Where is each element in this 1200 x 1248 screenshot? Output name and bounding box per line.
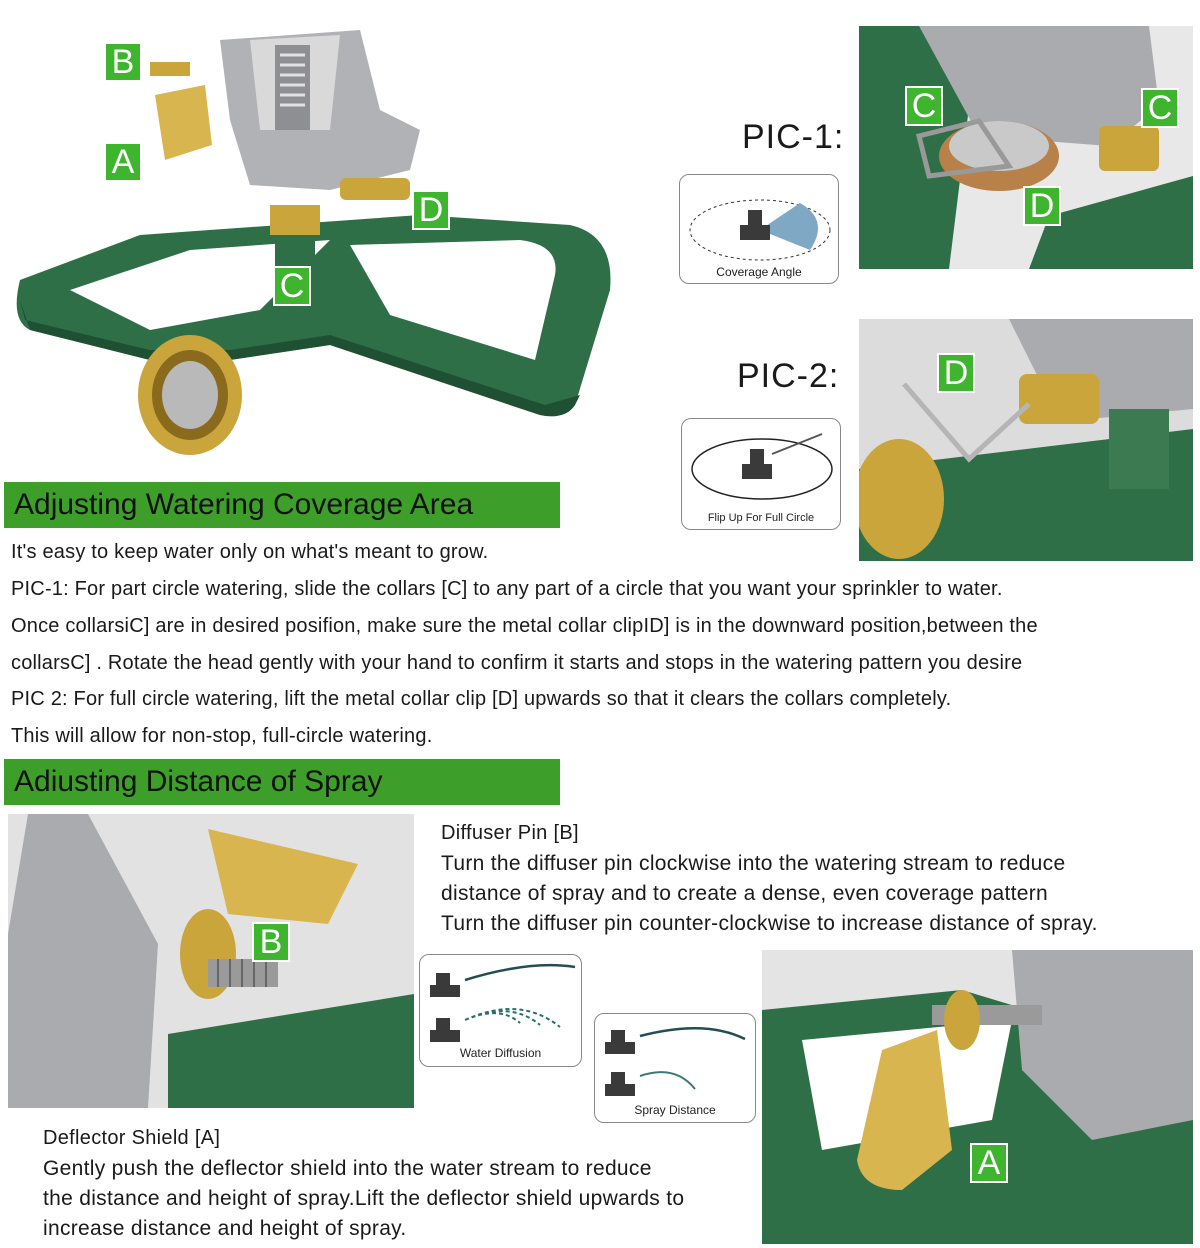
- label-b-diffuser: B: [252, 922, 290, 962]
- section1-line-1: It's easy to keep water only on what's meant to grow.: [11, 541, 489, 563]
- section1-line-6: This will allow for non-stop, full-circle watering.: [11, 725, 433, 747]
- diffuser-pin-photo: [8, 814, 414, 1108]
- spray-distance-card: [594, 1013, 756, 1123]
- section1-line-4: collarsC] . Rotate the head gently with your hand to confirm it starts and stops in the watering pattern you desire: [11, 652, 1023, 674]
- label-d-pic2: D: [937, 353, 975, 393]
- section1-heading: Adjusting Watering Coverage Area: [4, 482, 560, 528]
- water-diffusion-card: [419, 954, 582, 1067]
- coverage-angle-card: [679, 174, 839, 284]
- label-d-main: D: [412, 190, 450, 230]
- section2-heading: Adiusting Distance of Spray: [4, 759, 560, 805]
- section1-line-5: PIC 2: For full circle watering, lift the metal collar clip [D] upwards so that it clears the collars completely.: [11, 688, 952, 710]
- coverage-angle-caption: Coverage Angle: [716, 265, 802, 279]
- deflector-line-1: Gently push the deflector shield into the water stream to reduce: [43, 1157, 652, 1180]
- section1-line-3: Once collarsiC] are in desired posifion, make sure the metal collar clipID] is in the downward position,between the: [11, 615, 1038, 637]
- deflector-line-3: increase distance and height of spray.: [43, 1217, 407, 1240]
- section1-line-2: PIC-1: For part circle watering, slide the collars [C] to any part of a circle that you want your sprinkler to water.: [11, 578, 1003, 600]
- pic2-label: PIC-2:: [737, 357, 840, 395]
- diffuser-line-3: Turn the diffuser pin counter-clockwise to increase distance of spray.: [441, 912, 1098, 935]
- pic1-photo: [859, 26, 1193, 269]
- flip-up-caption: Flip Up For Full Circle: [707, 512, 815, 524]
- deflector-line-2: the distance and height of spray.Lift the deflector shield upwards to: [43, 1187, 685, 1210]
- deflector-shield-photo: [762, 950, 1193, 1244]
- label-c-pic1-left: C: [905, 86, 943, 126]
- main-sprinkler-photo: [0, 0, 640, 470]
- pic1-label: PIC-1:: [742, 118, 845, 156]
- label-b-main: B: [104, 42, 142, 82]
- spray-distance-caption: Spray Distance: [634, 1103, 716, 1117]
- label-c-pic1-right: C: [1141, 88, 1179, 128]
- coverage-angle-icon: [680, 175, 839, 265]
- spray-distance-icon: [595, 1014, 756, 1104]
- pic2-photo: [859, 319, 1193, 561]
- label-a-deflector: A: [970, 1143, 1008, 1183]
- flip-up-card: [681, 418, 841, 530]
- water-diffusion-icon: [420, 955, 582, 1050]
- label-a-main: A: [104, 142, 142, 182]
- label-c-main: C: [273, 266, 311, 306]
- water-diffusion-caption: Water Diffusion: [459, 1046, 542, 1060]
- deflector-title: Deflector Shield [A]: [43, 1127, 221, 1149]
- flip-up-icon: [682, 419, 841, 509]
- diffuser-line-1: Turn the diffuser pin clockwise into the watering stream to reduce: [441, 852, 1066, 875]
- sprinkler-illustration: [0, 0, 640, 470]
- label-d-pic1: D: [1023, 186, 1061, 226]
- diffuser-title: Diffuser Pin [B]: [441, 822, 579, 844]
- diffuser-line-2: distance of spray and to create a dense, even coverage pattern: [441, 882, 1048, 905]
